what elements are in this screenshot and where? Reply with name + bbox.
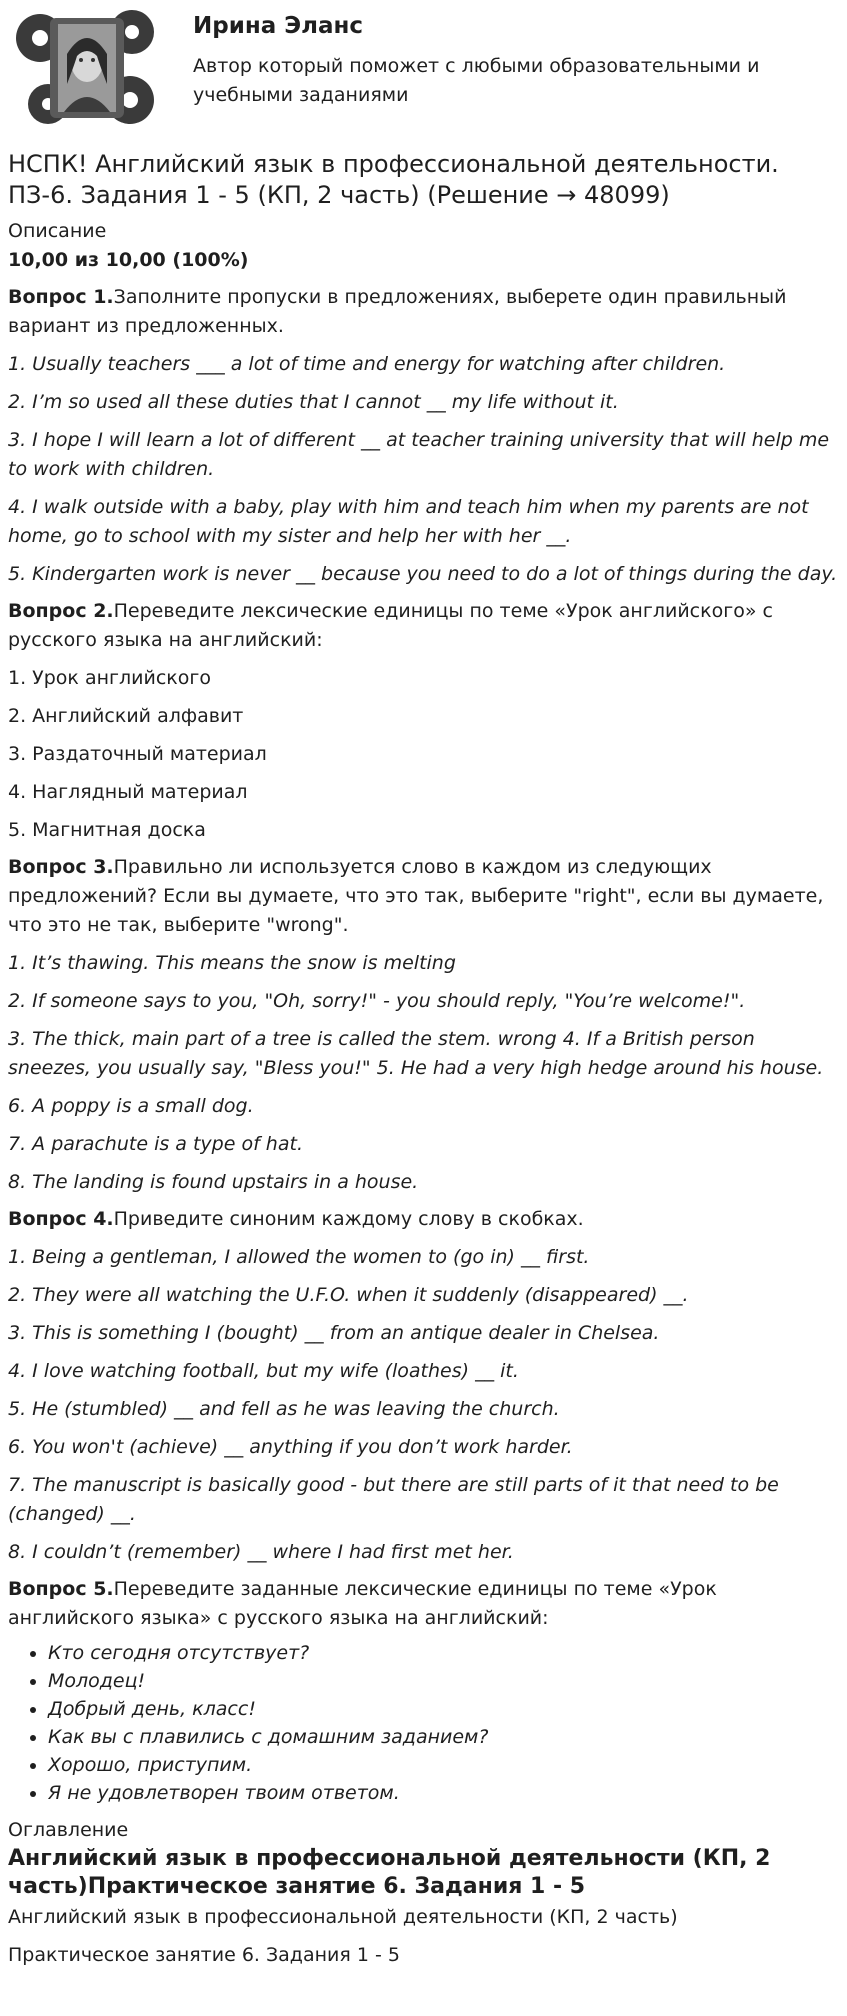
author-avatar[interactable]: [12, 4, 160, 128]
toc-item: Английский язык в профессиональной деятельности (КП, 2 часть): [8, 1906, 678, 1928]
question-2-item: 1. Урок английского: [8, 667, 211, 689]
question-5-label: Вопрос 5.: [8, 1578, 114, 1600]
score: 10,00 из 10,00 (100%): [8, 249, 249, 271]
author-card: [8, 0, 839, 132]
question-4-item: 5. He (stumbled) __ and fell as he was leaving the church.: [8, 1398, 560, 1420]
question-1-item: 5. Kindergarten work is never __ because you need to do a lot of things during the day.: [8, 563, 838, 585]
question-4-item: 4. I love watching football, but my wife (loathes) __ it.: [8, 1360, 519, 1382]
question-1-label: Вопрос 1.: [8, 286, 114, 308]
question-4: [8, 1205, 839, 1234]
question-5-item: • Добрый день, класс!: [48, 1695, 839, 1723]
toc-title: Английский язык в профессиональной деятельности (КП, 2 часть)Практическое занятие 6. Задания 1 - 5: [8, 1846, 771, 1899]
question-2-item: 2. Английский алфавит: [8, 705, 244, 727]
question-1-text: Заполните пропуски в предложениях, выберете один правильный вариант из предложенных.: [8, 286, 787, 337]
toc-label: Оглавление: [8, 1819, 129, 1841]
description-label: Описание: [8, 220, 107, 242]
question-4-label: Вопрос 4.: [8, 1208, 114, 1230]
question-3-item: 1. It’s thawing. This means the snow is melting: [8, 952, 456, 974]
document-title: НСПК! Английский язык в профессиональной деятельности. ПЗ-6. Задания 1 - 5 (КП, 2 часть) (Решение → 48099): [8, 150, 779, 209]
question-1: [8, 283, 839, 341]
question-2-item: 3. Раздаточный материал: [8, 743, 267, 765]
question-3-label: Вопрос 3.: [8, 856, 114, 878]
question-3-item: 7. A parachute is a type of hat.: [8, 1133, 303, 1155]
question-2-label: Вопрос 2.: [8, 600, 114, 622]
question-3-item: 6. A poppy is a small dog.: [8, 1095, 254, 1117]
question-1-item: 2. I’m so used all these duties that I cannot __ my life without it.: [8, 391, 619, 413]
question-5-item: • Хорошо, приступим.: [48, 1751, 839, 1779]
question-5-item: • Молодец!: [48, 1667, 839, 1695]
question-3-item: 8. The landing is found upstairs in a house.: [8, 1171, 419, 1193]
question-5-text: Переведите заданные лексические единицы по теме «Урок английского языка» с русского языка на английский:: [8, 1578, 717, 1629]
question-2-item: 5. Магнитная доска: [8, 819, 206, 841]
question-3-item: 2. If someone says to you, "Oh, sorry!" - you should reply, "You’re welcome!".: [8, 990, 746, 1012]
question-5-item: • Как вы с плавились с домашним заданием?: [48, 1723, 839, 1751]
question-4-item: 1. Being a gentleman, I allowed the women to (go in) __ first.: [8, 1246, 590, 1268]
question-3-item: 3. The thick, main part of a tree is called the stem. wrong 4. If a British person sneezes, you usually say, "Bless you!" 5. He had a very high hedge around his house.: [8, 1028, 824, 1079]
question-4-item: 8. I couldn’t (remember) __ where I had first met her.: [8, 1541, 514, 1563]
question-1-item: 4. I walk outside with a baby, play with him and teach him when my parents are not home, go to school with my sister and help her with her __.: [8, 496, 809, 547]
question-4-text: Приведите синоним каждому слову в скобках.: [113, 1208, 584, 1230]
question-3: [8, 853, 839, 940]
question-2-text: Переведите лексические единицы по теме «Урок английского» с русского языка на английский:: [8, 600, 773, 651]
author-description: Автор который поможет с любыми образовательными и учебными заданиями: [193, 55, 760, 106]
question-4-item: 6. You won't (achieve) __ anything if you don’t work harder.: [8, 1436, 573, 1458]
question-1-item: 1. Usually teachers ___ a lot of time and energy for watching after children.: [8, 353, 726, 375]
question-4-item: 3. This is something I (bought) __ from an antique dealer in Chelsea.: [8, 1322, 660, 1344]
question-5-item: • Я не удовлетворен твоим ответом.: [48, 1779, 839, 1807]
question-5: [8, 1575, 839, 1633]
question-2: [8, 597, 839, 655]
question-4-item: 2. They were all watching the U.F.O. when it suddenly (disappeared) __.: [8, 1284, 689, 1306]
question-5-item: • Кто сегодня отсутствует?: [48, 1639, 839, 1667]
question-5-list: [8, 1639, 839, 1807]
toc-item: Практическое занятие 6. Задания 1 - 5: [8, 1944, 400, 1966]
author-name[interactable]: Ирина Эланс: [193, 13, 364, 39]
question-2-item: 4. Наглядный материал: [8, 781, 248, 803]
question-3-text: Правильно ли используется слово в каждом из следующих предложений? Если вы думаете, что это так, выберите "right", если вы думаете, что это не так, выберите "wrong".: [8, 856, 824, 936]
question-4-item: 7. The manuscript is basically good - but there are still parts of it that need to be (changed) __.: [8, 1474, 779, 1525]
question-1-item: 3. I hope I will learn a lot of different __ at teacher training university that will help me to work with children.: [8, 429, 830, 480]
